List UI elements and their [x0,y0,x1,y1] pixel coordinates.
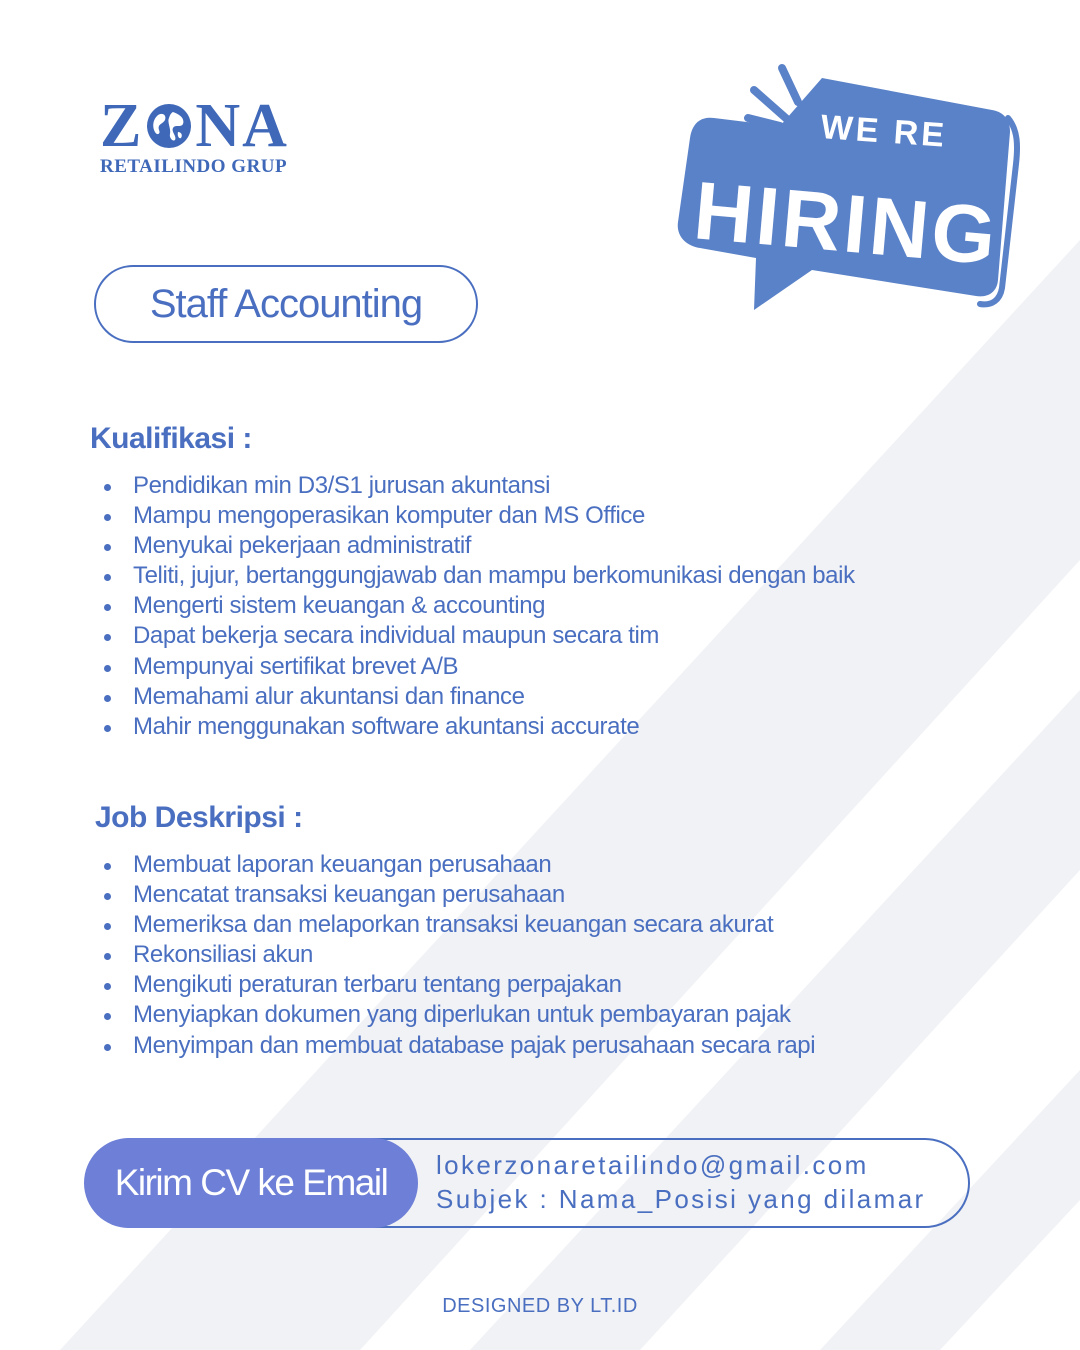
list-item: Teliti, jujur, bertanggungjawab dan mampu berkomunikasi dengan baik [104,561,855,591]
contact-subject: Subjek : Nama_Posisi yang dilamar [436,1184,926,1214]
send-cv-button[interactable]: Kirim CV ke Email [84,1138,418,1228]
hiring-line1: WE RE [819,108,949,155]
list-item: Memahami alur akuntansi dan finance [104,682,855,712]
list-item: Dapat bekerja secara individual maupun secara tim [104,621,855,651]
list-item: Mengerti sistem keuangan & accounting [104,591,855,621]
logo-letters-na: NA [195,92,289,160]
list-item: Mencatat transaksi keuangan perusahaan [104,880,815,910]
position-title: Staff Accounting [94,265,478,343]
company-logo [100,92,320,178]
list-item: Rekonsiliasi akun [104,940,815,970]
contact-email[interactable]: lokerzonaretailindo@gmail.com [436,1150,869,1180]
list-item: Mempunyai sertifikat brevet A/B [104,652,855,682]
list-item: Menyimpan dan membuat database pajak perusahaan secara rapi [104,1031,815,1061]
contact-info [436,1148,926,1216]
hiring-badge [670,60,1030,320]
list-item: Pendidikan min D3/S1 jurusan akuntansi [104,471,855,501]
qualifications-list [104,471,855,742]
qualifications-title: Kualifikasi : [90,422,252,455]
logo-subtitle: RETAILINDO GRUP [100,156,288,177]
list-item: Mampu mengoperasikan komputer dan MS Office [104,501,855,531]
list-item: Mahir menggunakan software akuntansi accurate [104,712,855,742]
list-item: Menyiapkan dokumen yang diperlukan untuk pembayaran pajak [104,1000,815,1030]
designer-credit: DESIGNED BY LT.ID [442,1295,638,1317]
hiring-line2: HIRING [690,165,1003,283]
job-description-title: Job Deskripsi : [95,801,303,834]
list-item: Menyukai pekerjaan administratif [104,531,855,561]
logo-wordmark [100,92,320,160]
logo-letter-z: Z [100,92,144,160]
list-item: Membuat laporan keuangan perusahaan [104,850,815,880]
list-item: Memeriksa dan melaporkan transaksi keuangan secara akurat [104,910,815,940]
job-description-list [104,850,815,1061]
list-item: Mengikuti peraturan terbaru tentang perpajakan [104,970,815,1000]
globe-icon [145,102,193,150]
